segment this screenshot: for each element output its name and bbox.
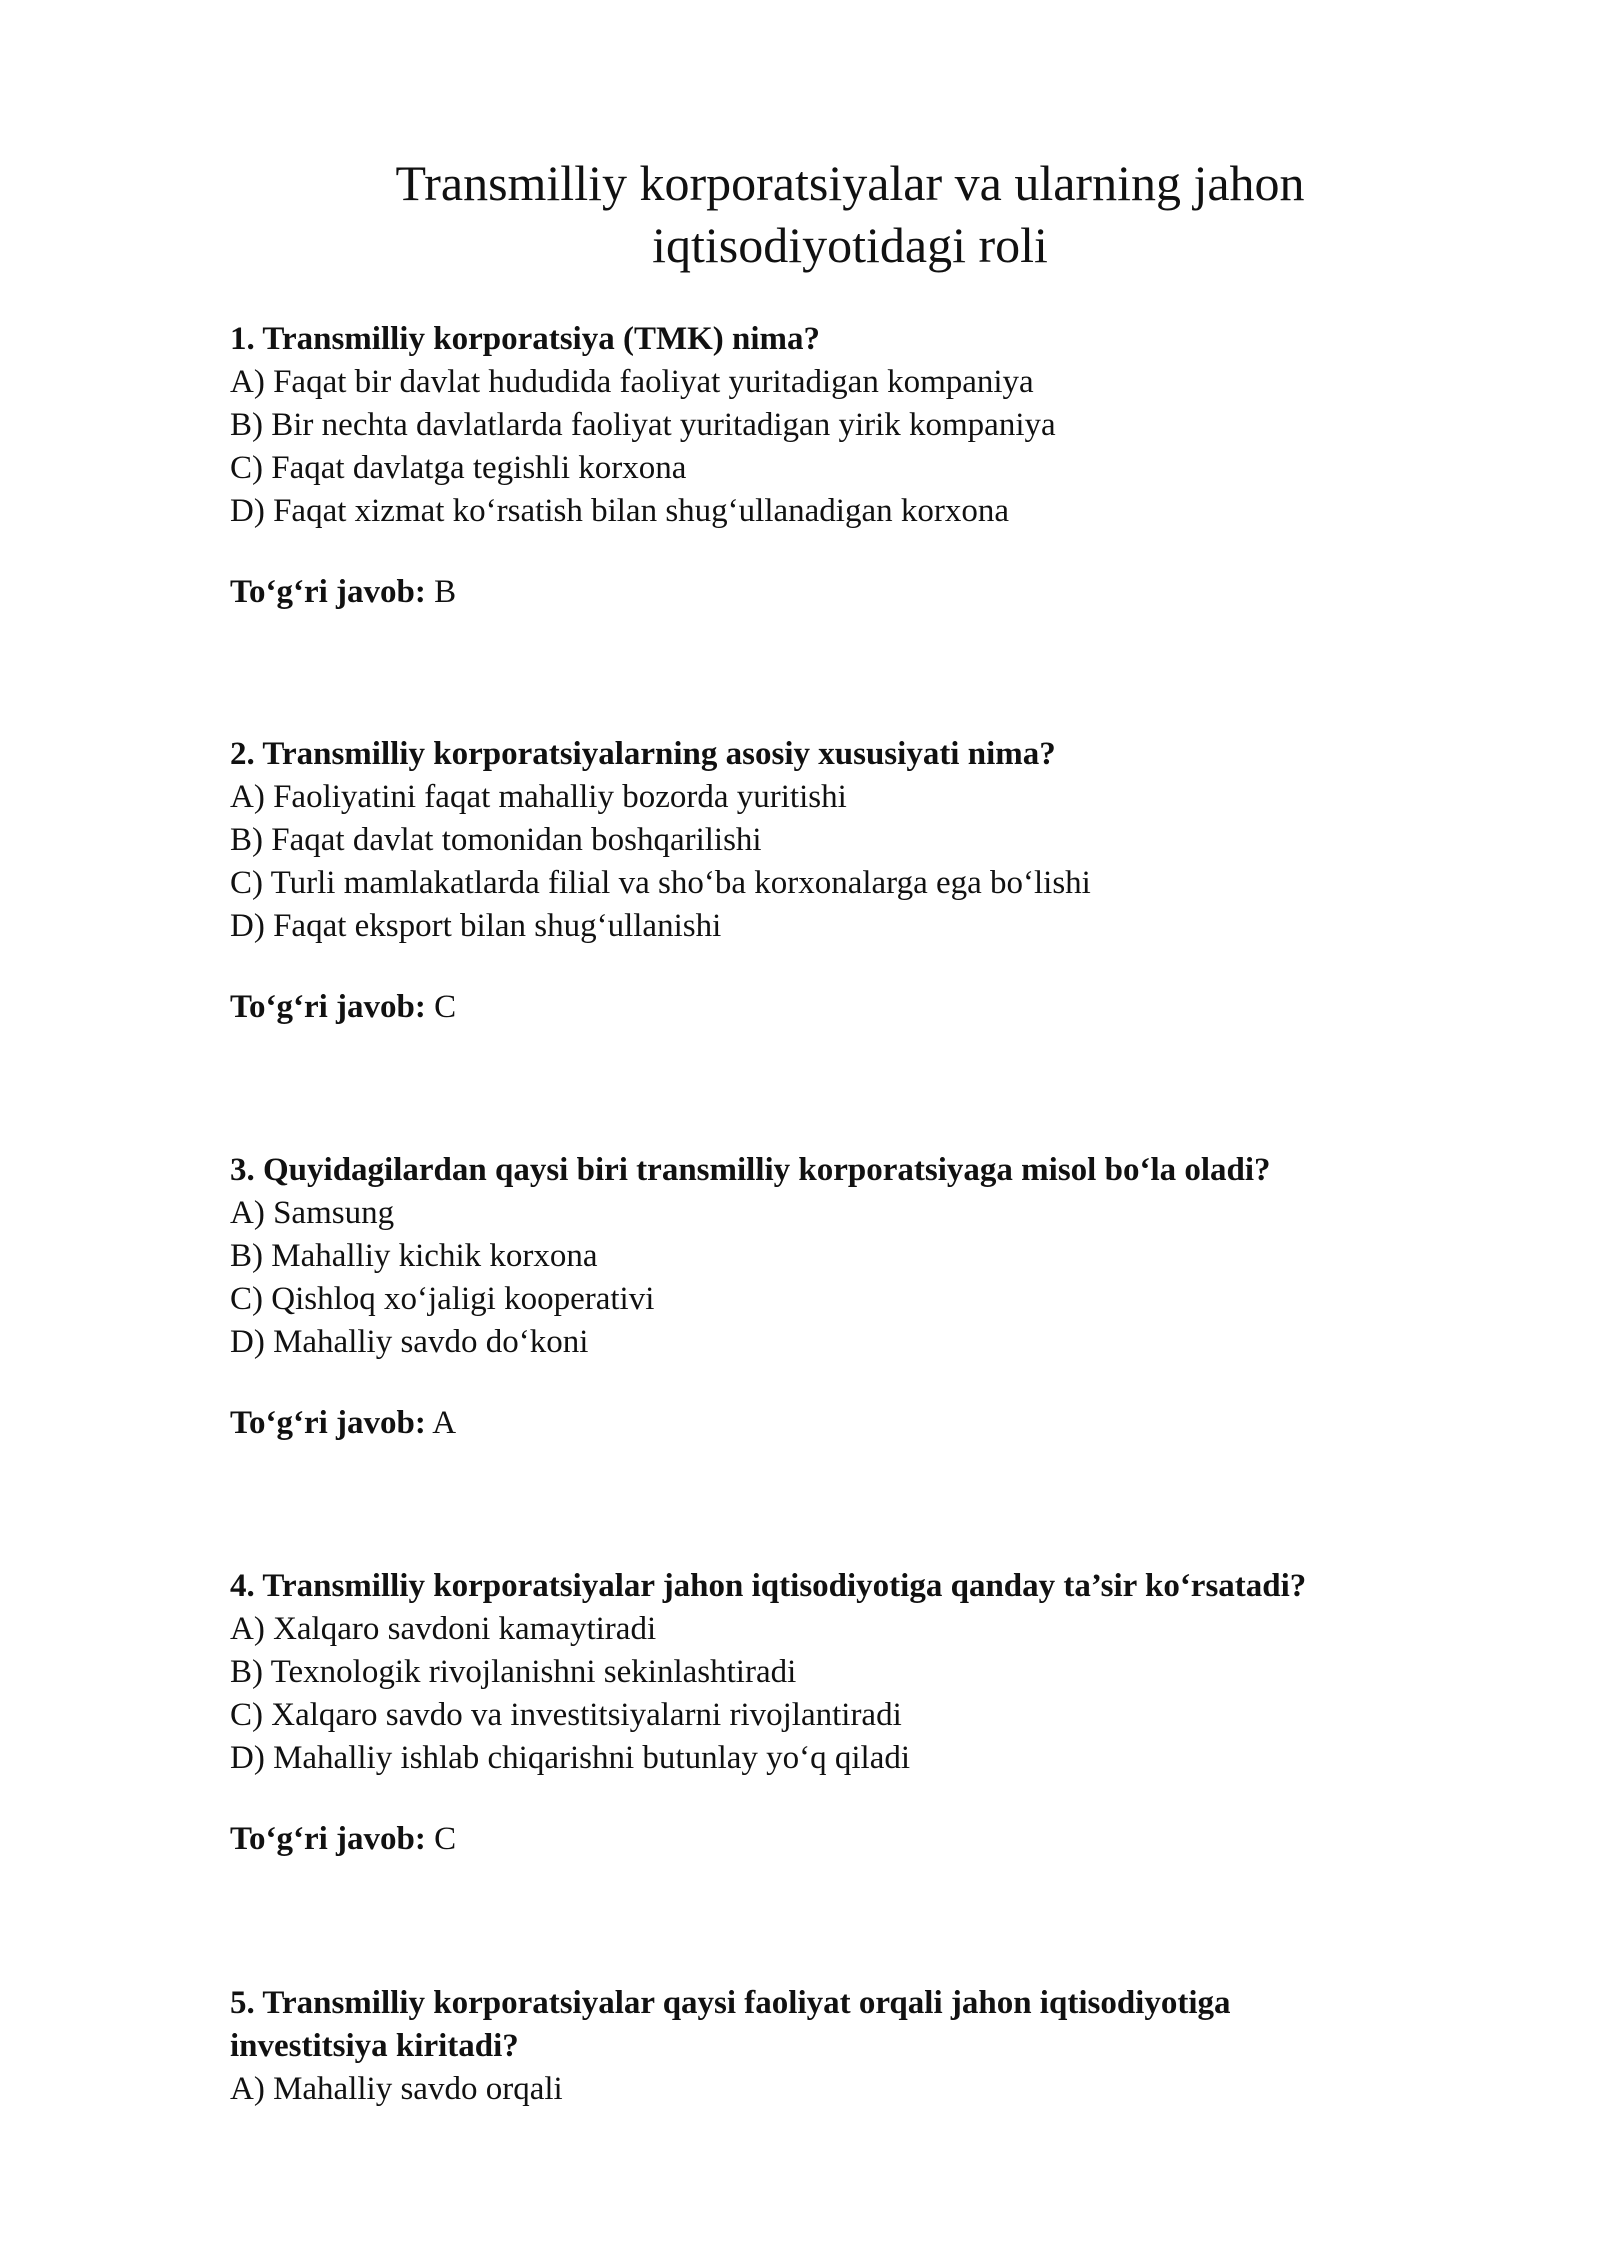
correct-answer-value: C — [425, 989, 457, 1025]
option-d: D) Mahalliy ishlab chiqarishni butunlay yo‘q qiladi — [230, 1740, 911, 1776]
option-b: B) Faqat davlat tomonidan boshqarilishi — [230, 822, 762, 858]
title-line-2: iqtisodiyotidagi roli — [652, 217, 1048, 273]
option-c: C) Turli mamlakatlarda filial va sho‘ba korxonalarga ega bo‘lishi — [230, 865, 1091, 901]
option-b: B) Mahalliy kichik korxona — [230, 1238, 598, 1274]
option-d: D) Faqat xizmat ko‘rsatish bilan shug‘ullanadigan korxona — [230, 493, 1009, 529]
question-4 — [230, 1565, 1530, 1861]
option-a: A) Faoliyatini faqat mahalliy bozorda yuritishi — [230, 779, 847, 815]
option-d: D) Faqat eksport bilan shug‘ullanishi — [230, 908, 722, 944]
option-c: C) Qishloq xo‘jaligi kooperativi — [230, 1281, 655, 1317]
option-a: A) Faqat bir davlat hududida faoliyat yuritadigan kompaniya — [230, 364, 1034, 400]
question-text: 3. Quyidagilardan qaysi biri transmilliy korporatsiyaga misol bo‘la oladi? — [230, 1152, 1271, 1188]
document-title — [330, 152, 1370, 276]
question-3 — [230, 1149, 1530, 1445]
option-b: B) Texnologik rivojlanishni sekinlashtiradi — [230, 1654, 797, 1690]
option-list — [230, 1608, 1530, 1780]
option-list — [230, 1192, 1530, 1364]
question-2 — [230, 733, 1530, 1029]
question-text: 2. Transmilliy korporatsiyalarning asosiy xususiyati nima? — [230, 736, 1056, 772]
correct-answer — [230, 1402, 1530, 1445]
option-c: C) Faqat davlatga tegishli korxona — [230, 450, 687, 486]
correct-answer — [230, 986, 1530, 1029]
correct-answer-label: To‘g‘ri javob: — [230, 1821, 426, 1857]
option-a: A) Mahalliy savdo orqali — [230, 2071, 563, 2107]
option-list — [230, 361, 1530, 533]
question-text: 4. Transmilliy korporatsiyalar jahon iqtisodiyotiga qanday ta’sir ko‘rsatadi? — [230, 1568, 1307, 1604]
option-c: C) Xalqaro savdo va investitsiyalarni rivojlantiradi — [230, 1697, 902, 1733]
option-list — [230, 776, 1530, 948]
title-line-1: Transmilliy korporatsiyalar va ularning jahon — [395, 155, 1305, 211]
correct-answer-value: A — [425, 1405, 457, 1441]
option-list — [230, 2068, 1530, 2111]
question-text-line-2: investitsiya kiritadi? — [230, 2028, 519, 2064]
option-a: A) Samsung — [230, 1195, 395, 1231]
question-5 — [230, 1982, 1530, 2111]
correct-answer-value: B — [425, 574, 457, 610]
correct-answer-label: To‘g‘ri javob: — [230, 1405, 426, 1441]
option-b: B) Bir nechta davlatlarda faoliyat yuritadigan yirik kompaniya — [230, 407, 1056, 443]
correct-answer-label: To‘g‘ri javob: — [230, 574, 426, 610]
question-text: 1. Transmilliy korporatsiya (TMK) nima? — [230, 321, 821, 357]
question-1 — [230, 318, 1530, 614]
correct-answer — [230, 1818, 1530, 1861]
option-a: A) Xalqaro savdoni kamaytiradi — [230, 1611, 657, 1647]
correct-answer — [230, 571, 1530, 614]
question-text-line-1: 5. Transmilliy korporatsiyalar qaysi faoliyat orqali jahon iqtisodiyotiga — [230, 1985, 1231, 2021]
option-d: D) Mahalliy savdo do‘koni — [230, 1324, 589, 1360]
correct-answer-label: To‘g‘ri javob: — [230, 989, 426, 1025]
correct-answer-value: C — [425, 1821, 457, 1857]
question-text — [230, 1982, 1530, 2068]
